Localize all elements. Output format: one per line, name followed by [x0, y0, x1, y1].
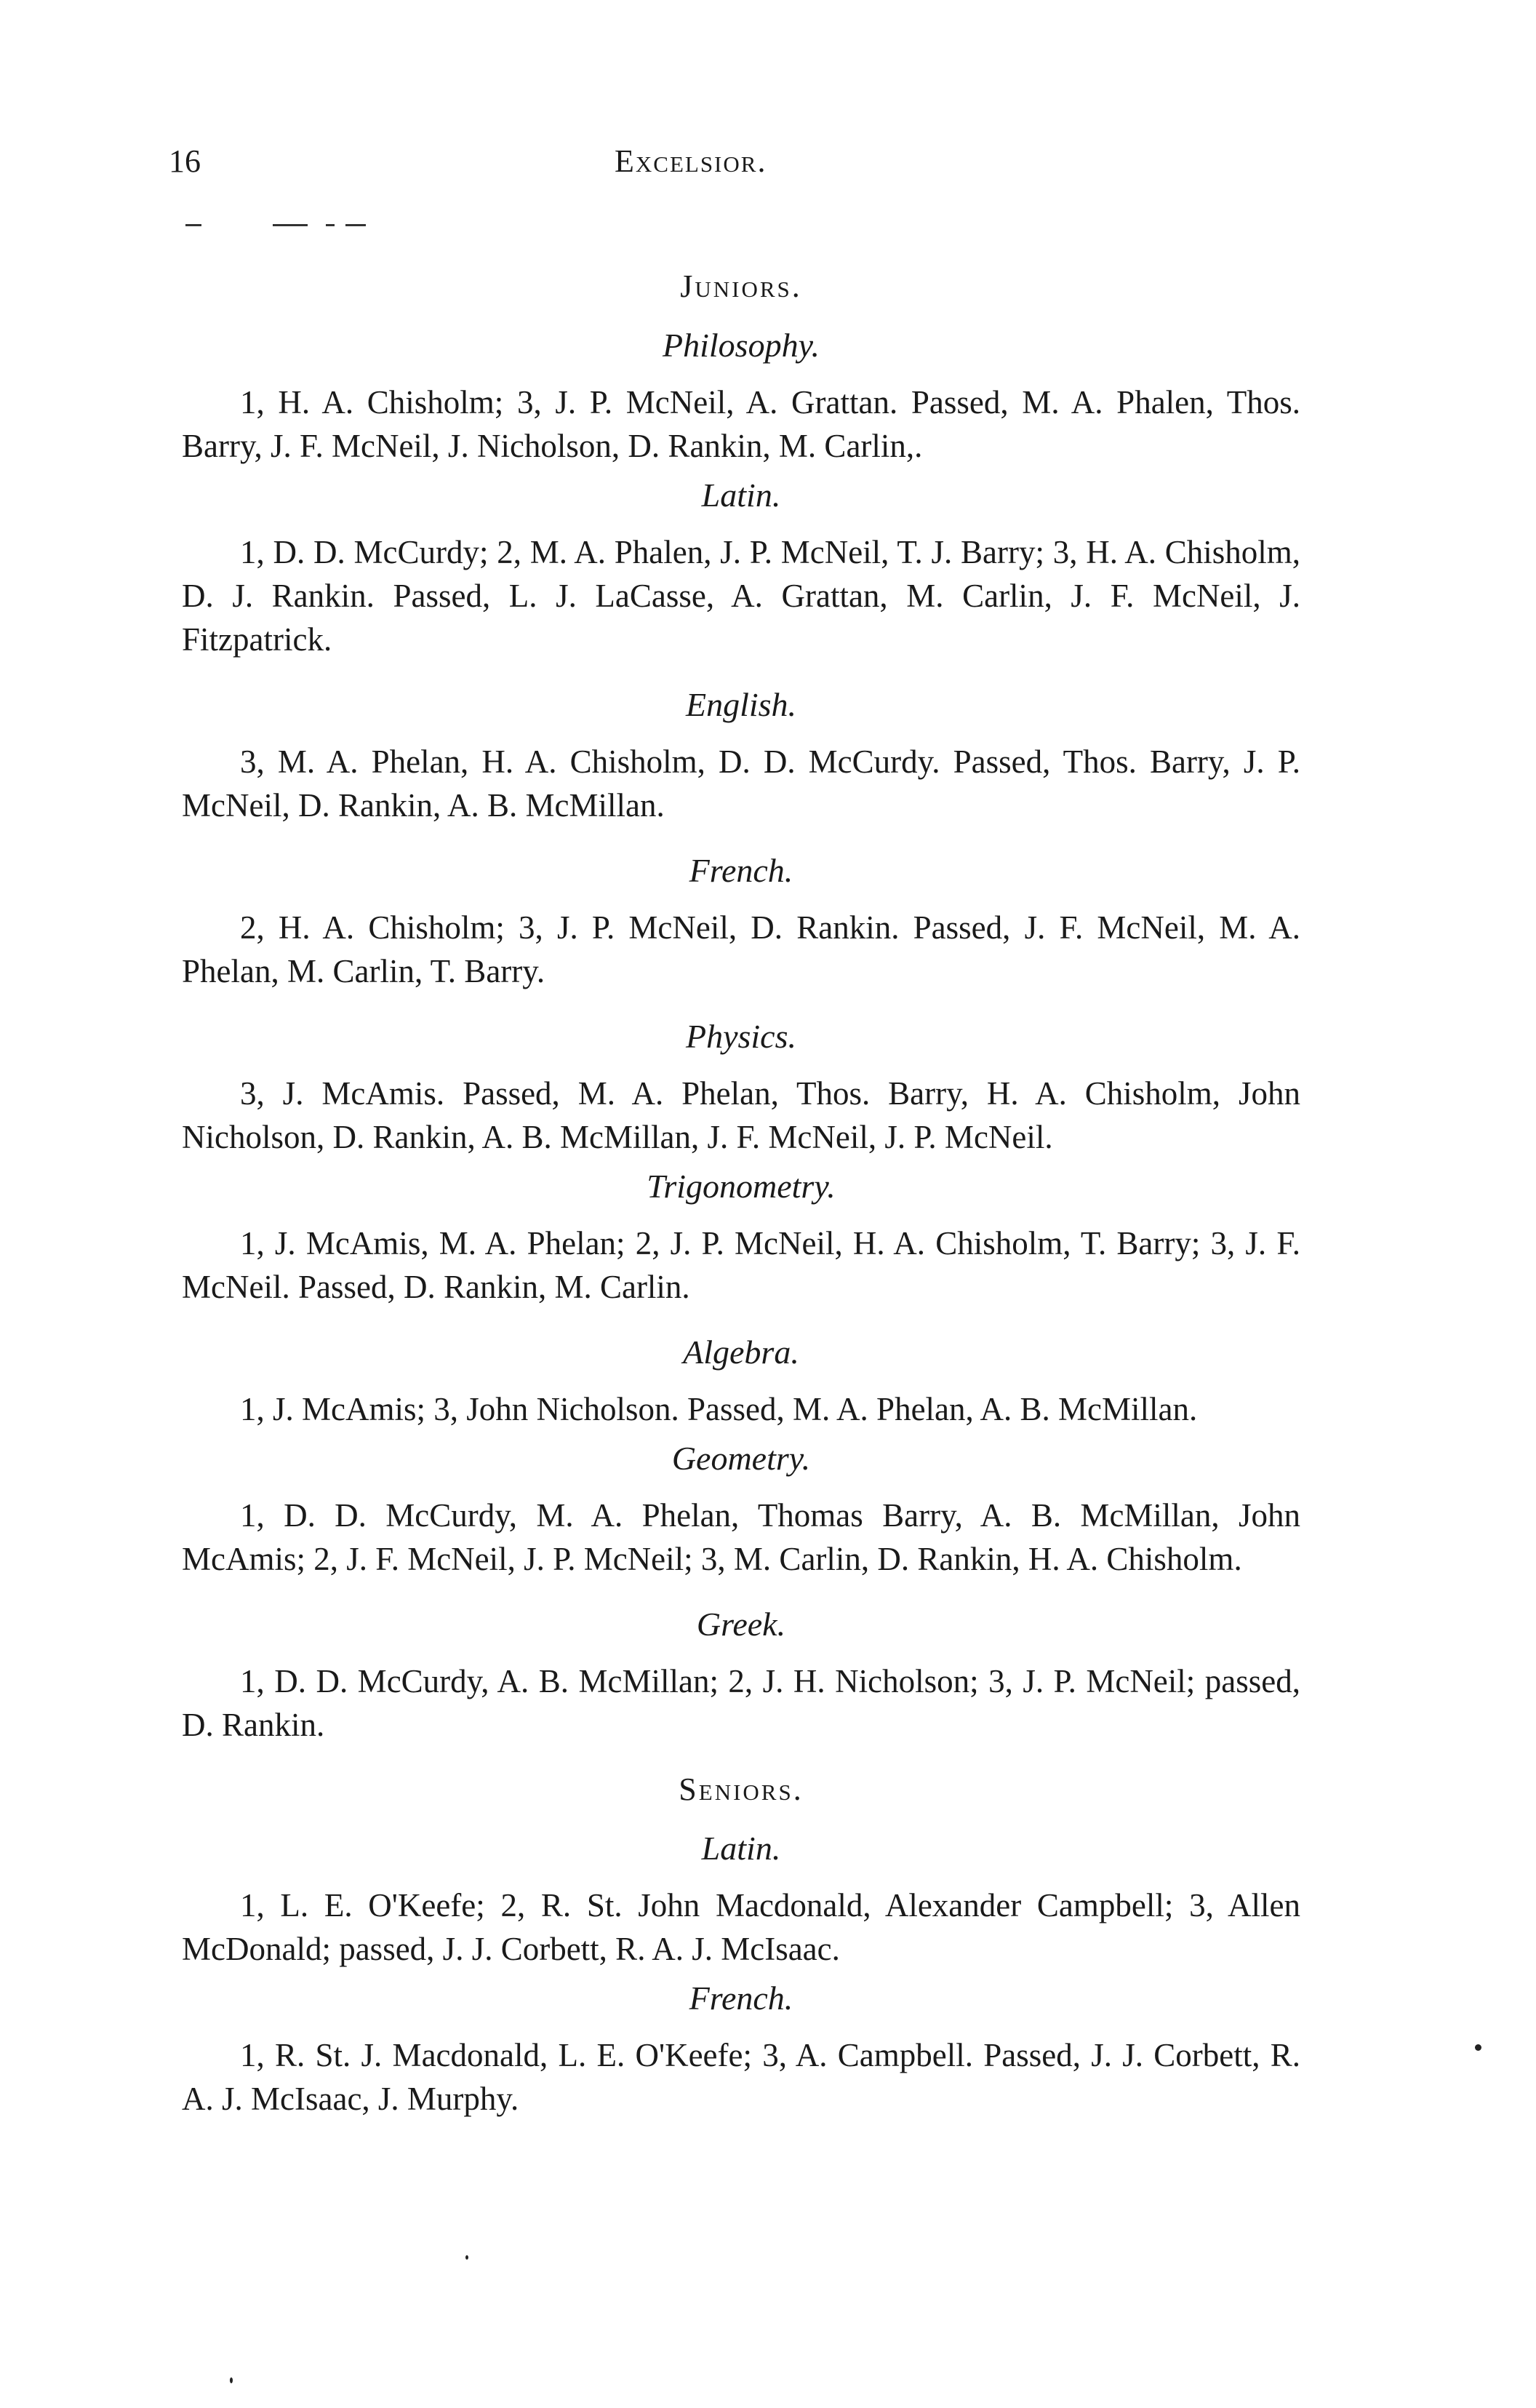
page-body	[182, 266, 1300, 2142]
result-paragraph: 1, D. D. McCurdy; 2, M. A. Phalen, J. P. McNeil, T. J. Barry; 3, H. A. Chisholm, D. J. Rankin. Passed, L. J. LaCasse, A. Grattan, M. Carlin, J. F. McNeil, J. Fitzpatrick.	[182, 534, 1300, 658]
subject-heading: Greek.	[696, 1606, 786, 1643]
result-paragraph: 3, J. McAmis. Passed, M. A. Phelan, Thos. Barry, H. A. Chisholm, John Nicholson, D. Rankin, A. B. McMillan, J. F. McNeil, J. P. McNeil.	[182, 1075, 1300, 1155]
subject-heading: Trigonometry.	[647, 1168, 836, 1205]
print-speck	[1475, 2044, 1481, 2051]
result-paragraph: 1, D. D. McCurdy, M. A. Phelan, Thomas Barry, A. B. McMillan, John McAmis; 2, J. F. McNeil, J. P. McNeil; 3, M. Carlin, D. Rankin, H. A. Chisholm.	[182, 1497, 1300, 1577]
header-rule-fragment	[185, 224, 201, 226]
running-title: Excelsior.	[615, 143, 767, 179]
result-paragraph: 1, J. McAmis; 3, John Nicholson. Passed, M. A. Phelan, A. B. McMillan.	[240, 1391, 1198, 1427]
subject-heading: Physics.	[685, 1018, 796, 1055]
print-speck	[230, 2377, 233, 2383]
header-rule-fragment	[326, 224, 335, 226]
result-paragraph: 3, M. A. Phelan, H. A. Chisholm, D. D. McCurdy. Passed, Thos. Barry, J. P. McNeil, D. Rankin, A. B. McMillan.	[182, 743, 1300, 824]
result-paragraph: 1, L. E. O'Keefe; 2, R. St. John Macdonald, Alexander Campbell; 3, Allen McDonald; passed, J. J. Corbett, R. A. J. McIsaac.	[182, 1887, 1300, 1967]
subject-heading: Latin.	[701, 1830, 781, 1867]
section-heading-juniors: Juniors.	[680, 268, 802, 304]
result-paragraph: 1, H. A. Chisholm; 3, J. P. McNeil, A. Grattan. Passed, M. A. Phalen, Thos. Barry, J. F. McNeil, J. Nicholson, D. Rankin, M. Carlin,.	[182, 384, 1300, 464]
header-rule-fragment	[273, 224, 308, 226]
subject-heading: Geometry.	[671, 1440, 811, 1477]
subject-heading: English.	[685, 686, 797, 723]
result-paragraph: 1, J. McAmis, M. A. Phelan; 2, J. P. McNeil, H. A. Chisholm, T. Barry; 3, J. F. McNeil. Passed, D. Rankin, M. Carlin.	[182, 1225, 1300, 1305]
subject-heading: Philosophy.	[663, 327, 820, 364]
subject-heading: Latin.	[701, 477, 781, 514]
header-rule-fragment	[345, 224, 366, 226]
result-paragraph: 1, D. D. McCurdy, A. B. McMillan; 2, J. H. Nicholson; 3, J. P. McNeil; passed, D. Rankin.	[182, 1663, 1300, 1743]
result-paragraph: 2, H. A. Chisholm; 3, J. P. McNeil, D. Rankin. Passed, J. F. McNeil, M. A. Phelan, M. Carlin, T. Barry.	[182, 909, 1300, 989]
page-number: 16	[169, 143, 201, 179]
print-speck	[465, 2255, 468, 2260]
subject-heading: Algebra.	[683, 1333, 799, 1371]
result-paragraph: 1, R. St. J. Macdonald, L. E. O'Keefe; 3, A. Campbell. Passed, J. J. Corbett, R. A. J. McIsaac, J. Murphy.	[182, 2037, 1300, 2117]
section-heading-seniors: Seniors.	[679, 1771, 804, 1807]
subject-heading: French.	[689, 1980, 793, 2017]
subject-heading: French.	[689, 852, 793, 889]
